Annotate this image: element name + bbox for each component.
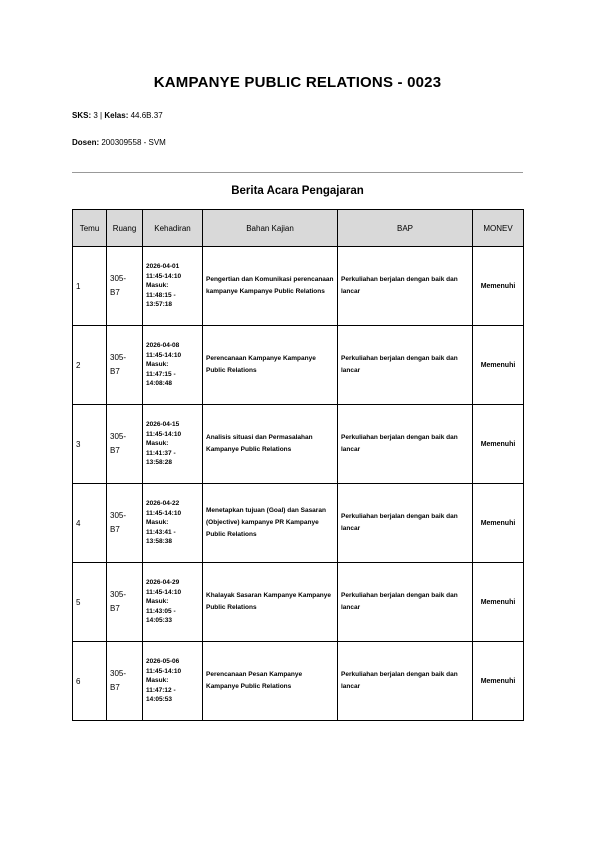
kehadiran-line: 2026-04-29 [146,579,180,587]
header-monev: MONEV [473,210,524,247]
cell-ruang [107,642,143,721]
cell-temu: 1 [73,247,107,326]
cell-temu: 4 [73,484,107,563]
table-row [73,642,524,721]
bap-table [72,209,524,721]
cell-bap: Perkuliahan berjalan dengan baik dan lancar [338,405,473,484]
cell-bap: Perkuliahan berjalan dengan baik dan lancar [338,484,473,563]
cell-monev: Memenuhi [473,405,524,484]
kehadiran-line: 11:45-14:10 [146,430,182,438]
kehadiran-line: 14:05:33 [146,617,173,625]
cell-kehadiran [143,484,203,563]
kelas-value: 44.6B.37 [130,111,163,120]
table-row [73,405,524,484]
sks-label: SKS: [72,111,92,120]
table-row [73,484,524,563]
ruang-line: 305- [110,353,127,362]
cell-monev: Memenuhi [473,484,524,563]
cell-bahan-kajian: Pengertian dan Komunikasi perencanaan kampanye Kampanye Public Relations [203,247,338,326]
cell-ruang [107,405,143,484]
cell-bap: Perkuliahan berjalan dengan baik dan lancar [338,642,473,721]
cell-temu: 6 [73,642,107,721]
cell-bap: Perkuliahan berjalan dengan baik dan lancar [338,326,473,405]
cell-temu: 5 [73,563,107,642]
cell-ruang [107,247,143,326]
cell-bap: Perkuliahan berjalan dengan baik dan lancar [338,247,473,326]
header-ruang: Ruang [107,210,143,247]
header-bahan-kajian: Bahan Kajian [203,210,338,247]
cell-monev: Memenuhi [473,563,524,642]
table-row [73,247,524,326]
kehadiran-line: 11:47:12 - [146,686,176,694]
kehadiran-line: 11:45-14:10 [146,588,182,596]
kehadiran-line: 11:48:15 - [146,291,176,299]
cell-ruang [107,326,143,405]
table-header-row [73,210,524,247]
header-bap: BAP [338,210,473,247]
ruang-line: 305- [110,432,127,441]
dosen-label: Dosen: [72,138,100,147]
kehadiran-line: 2026-04-08 [146,342,180,350]
kelas-label: Kelas: [104,111,129,120]
kehadiran-line: 11:47:15 - [146,370,176,378]
ruang-line: B7 [110,683,120,692]
divider [72,172,523,173]
kehadiran-line: Masuk: [146,519,169,527]
cell-kehadiran [143,642,203,721]
cell-monev: Memenuhi [473,642,524,721]
dosen-value: 200309558 - SVM [101,138,166,147]
cell-kehadiran [143,247,203,326]
ruang-line: B7 [110,367,120,376]
kehadiran-line: Masuk: [146,361,169,369]
cell-temu: 3 [73,405,107,484]
ruang-line: 305- [110,274,127,283]
cell-ruang [107,563,143,642]
kehadiran-line: 2026-04-01 [146,263,180,271]
document-title: KAMPANYE PUBLIC RELATIONS - 0023 [153,74,442,91]
cell-kehadiran [143,405,203,484]
ruang-line: 305- [110,590,127,599]
section-title: Berita Acara Pengajaran [231,185,364,197]
cell-bahan-kajian: Analisis situasi dan Permasalahan Kampanye Public Relations [203,405,338,484]
ruang-line: 305- [110,669,127,678]
kehadiran-line: 13:57:18 [146,301,173,309]
cell-bahan-kajian: Khalayak Sasaran Kampanye Kampanye Public Relations [203,563,338,642]
kehadiran-line: Masuk: [146,440,169,448]
kehadiran-line: 11:45-14:10 [146,351,182,359]
table-row [73,563,524,642]
kehadiran-line: 14:08:48 [146,380,173,388]
cell-temu: 2 [73,326,107,405]
kehadiran-line: 11:43:41 - [146,528,176,536]
separator: | [100,111,103,120]
ruang-line: B7 [110,525,120,534]
header-temu: Temu [73,210,107,247]
kehadiran-line: 2026-04-15 [146,421,180,429]
ruang-line: B7 [110,446,120,455]
kehadiran-line: 14:05:53 [146,696,173,704]
kehadiran-line: 2026-05-06 [146,658,180,666]
cell-monev: Memenuhi [473,326,524,405]
cell-bap: Perkuliahan berjalan dengan baik dan lancar [338,563,473,642]
kehadiran-line: Masuk: [146,677,169,685]
kehadiran-line: 13:58:38 [146,538,173,546]
cell-ruang [107,484,143,563]
cell-bahan-kajian: Perencanaan Kampanye Kampanye Public Relations [203,326,338,405]
kehadiran-line: 11:45-14:10 [146,667,182,675]
sks-kelas-line [72,111,163,120]
cell-bahan-kajian: Menetapkan tujuan (Goal) dan Sasaran (Objective) kampanye PR Kampanye Public Relations [203,484,338,563]
kehadiran-line: 13:58:28 [146,459,173,467]
kehadiran-line: Masuk: [146,282,169,290]
table-row [73,326,524,405]
cell-kehadiran [143,326,203,405]
dosen-line [72,138,166,147]
kehadiran-line: Masuk: [146,598,169,606]
ruang-line: B7 [110,604,120,613]
kehadiran-line: 11:45-14:10 [146,272,182,280]
header-kehadiran: Kehadiran [143,210,203,247]
sks-value: 3 [93,111,98,120]
cell-bahan-kajian: Perencanaan Pesan Kampanye Kampanye Public Relations [203,642,338,721]
cell-kehadiran [143,563,203,642]
kehadiran-line: 2026-04-22 [146,500,180,508]
ruang-line: 305- [110,511,127,520]
kehadiran-line: 11:41:37 - [146,449,176,457]
ruang-line: B7 [110,288,120,297]
kehadiran-line: 11:45-14:10 [146,509,182,517]
kehadiran-line: 11:43:05 - [146,607,176,615]
cell-monev: Memenuhi [473,247,524,326]
